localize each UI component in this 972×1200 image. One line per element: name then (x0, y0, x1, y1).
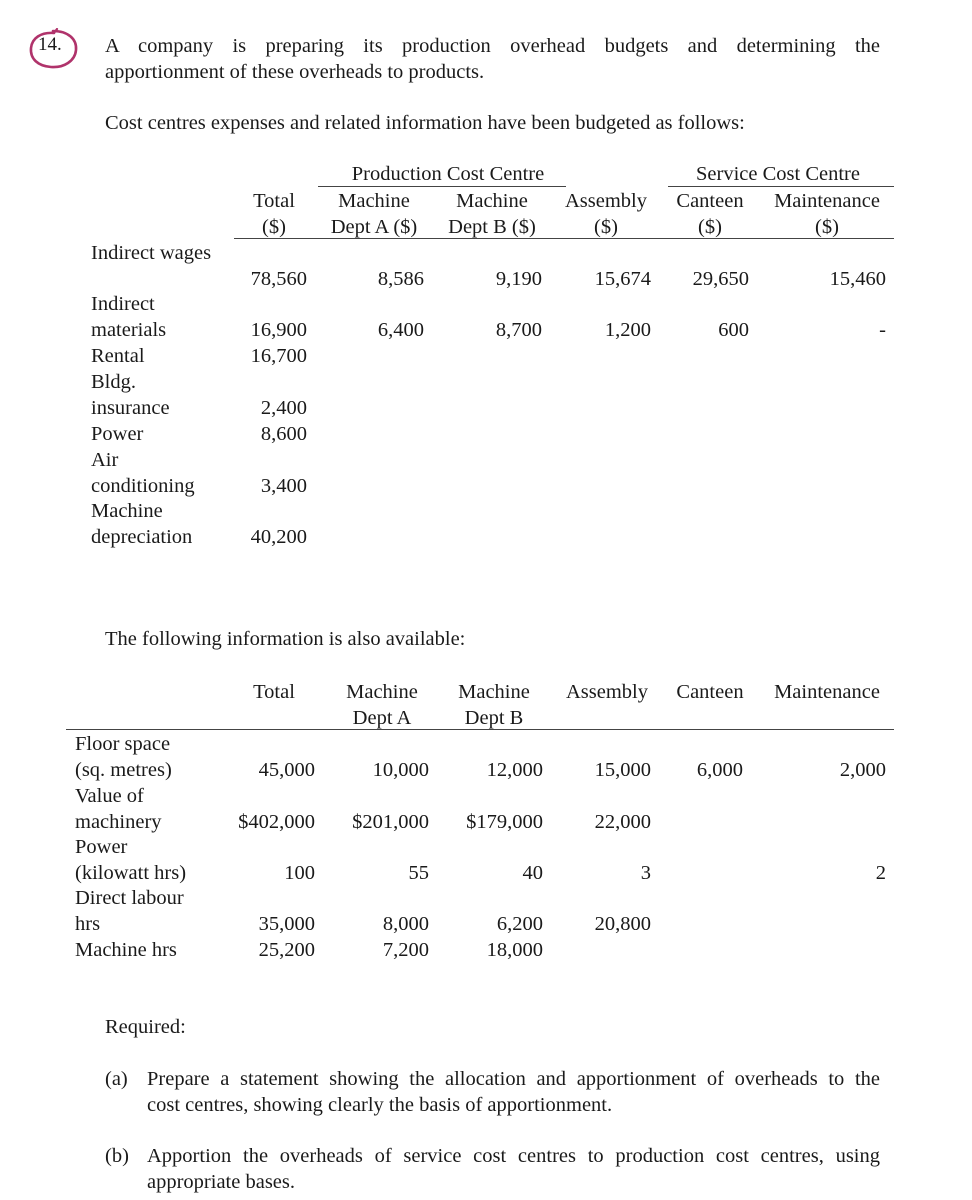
cell-assembly: 15,674 (594, 268, 651, 290)
cell-machine-b: 9,190 (495, 268, 542, 290)
cell-maintenance: 2 (875, 862, 886, 884)
cell-assembly: 20,800 (594, 913, 651, 935)
col-header-machine-a: Machine Dept A (346, 681, 418, 729)
cell-total: 16,900 (250, 319, 307, 341)
row-label-machine-depreciation: Machine depreciation (91, 500, 193, 548)
col-header-assembly: Assembly (566, 681, 648, 703)
cell-machine-b: 18,000 (486, 939, 543, 961)
col-header-machine-b: Machine Dept B ($) (448, 190, 536, 238)
part-b-line-2: appropriate bases. (147, 1171, 295, 1193)
header-rule (234, 238, 894, 239)
cell-machine-b: 6,200 (496, 913, 543, 935)
cell-assembly: 15,000 (594, 759, 651, 781)
also-available-text: The following information is also available: (105, 628, 466, 650)
required-heading: Required: (105, 1016, 186, 1038)
row-label-air-conditioning: Air conditioning (91, 449, 195, 497)
row-label-indirect-materials: Indirect materials (91, 293, 167, 341)
cell-assembly: 3 (640, 862, 651, 884)
cell-canteen: 600 (718, 319, 749, 341)
question-number-badge (27, 28, 79, 70)
col-header-machine-a: Machine Dept A ($) (330, 190, 418, 238)
row-label-bldg-insurance: Bldg. insurance (91, 371, 170, 419)
part-b-line-1: Apportion the overheads of service cost centres to production cost centres, using (147, 1145, 880, 1167)
part-a-line-2: cost centres, showing clearly the basis of apportionment. (147, 1094, 613, 1116)
col-header-maintenance: Maintenance ($) (774, 190, 880, 238)
cell-machine-b: 40 (522, 862, 543, 884)
cell-maintenance: 2,000 (839, 759, 886, 781)
cell-machine-a: 10,000 (372, 759, 429, 781)
header-rule (66, 729, 894, 730)
row-label-floor-space: Floor space (sq. metres) (75, 733, 172, 781)
cell-machine-a: $201,000 (352, 811, 429, 833)
cell-machine-b: 8,700 (495, 319, 542, 341)
cell-assembly: 1,200 (604, 319, 651, 341)
row-label-power: Power (91, 423, 144, 445)
cell-total: 78,560 (250, 268, 307, 290)
cell-total: 45,000 (258, 759, 315, 781)
part-b-label: (b) (105, 1145, 129, 1167)
cell-assembly: 22,000 (594, 811, 651, 833)
cell-machine-a: 8,000 (382, 913, 429, 935)
intro-line-2: apportionment of these overheads to products. (105, 61, 485, 83)
group-header-service: Service Cost Centre (696, 163, 860, 185)
cell-canteen: 29,650 (692, 268, 749, 290)
row-label-indirect-wages: Indirect wages (91, 242, 212, 264)
cell-machine-a: 7,200 (382, 939, 429, 961)
question-number: 14. (38, 34, 62, 55)
cell-total: $402,000 (238, 811, 315, 833)
cell-total: 2,400 (260, 397, 307, 419)
cell-total: 35,000 (258, 913, 315, 935)
col-header-canteen: Canteen (676, 681, 744, 703)
col-header-assembly: Assembly ($) (565, 190, 647, 238)
cell-total: 8,600 (260, 423, 307, 445)
row-label-direct-labour-hrs: Direct labour hrs (75, 887, 184, 935)
part-a-line-1: Prepare a statement showing the allocation and apportionment of overheads to the (147, 1068, 880, 1090)
cell-total: 40,200 (250, 526, 307, 548)
group-rule-production (318, 186, 566, 187)
row-label-power-kwh: Power (kilowatt hrs) (75, 836, 187, 884)
cell-machine-a: 6,400 (377, 319, 424, 341)
cell-machine-a: 8,586 (377, 268, 424, 290)
cell-machine-a: 55 (408, 862, 429, 884)
col-header-maintenance: Maintenance (774, 681, 880, 703)
cell-maintenance: 15,460 (829, 268, 886, 290)
col-header-machine-b: Machine Dept B (458, 681, 530, 729)
cell-total: 100 (284, 862, 315, 884)
part-a-label: (a) (105, 1068, 128, 1090)
cell-canteen: 6,000 (696, 759, 743, 781)
cell-total: 25,200 (258, 939, 315, 961)
cell-maintenance: - (879, 319, 886, 341)
row-label-rental: Rental (91, 345, 145, 367)
row-label-value-of-machinery: Value of machinery (75, 785, 162, 833)
cell-machine-b: $179,000 (466, 811, 543, 833)
cell-total: 16,700 (250, 345, 307, 367)
col-header-total: Total ($) (253, 190, 295, 238)
intro-line-1: A company is preparing its production overhead budgets and determining the (105, 35, 880, 57)
row-label-machine-hrs: Machine hrs (75, 939, 177, 961)
table-intro: Cost centres expenses and related information have been budgeted as follows: (105, 112, 745, 134)
group-header-production: Production Cost Centre (351, 163, 545, 185)
col-header-total: Total (253, 681, 295, 703)
cell-total: 3,400 (260, 475, 307, 497)
cell-machine-b: 12,000 (486, 759, 543, 781)
col-header-canteen: Canteen ($) (676, 190, 744, 238)
group-rule-service (668, 186, 894, 187)
